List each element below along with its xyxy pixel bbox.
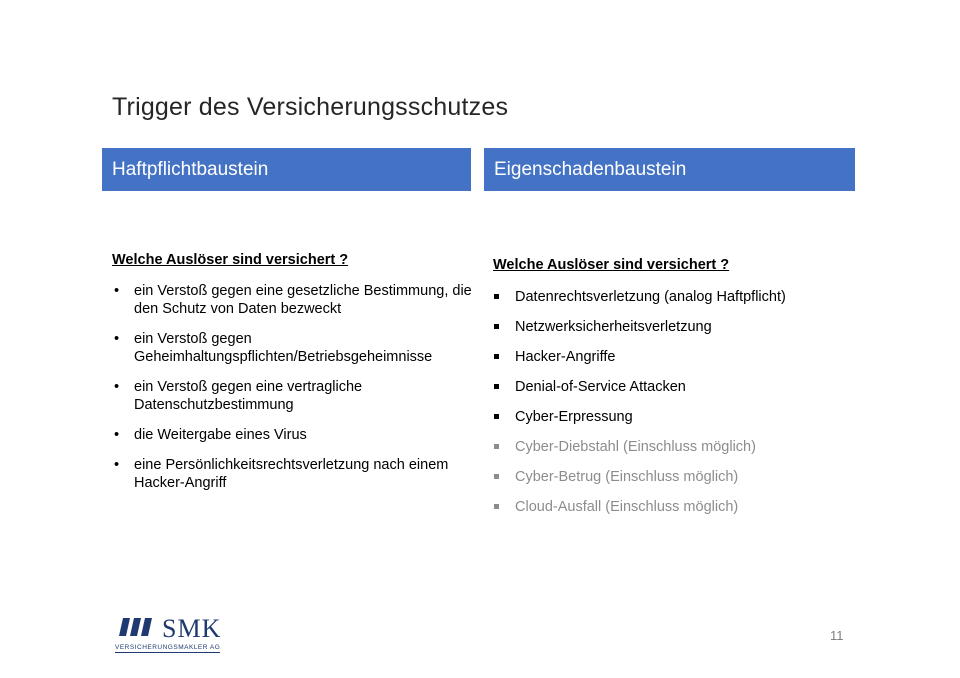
list-item <box>493 378 853 408</box>
list-item <box>493 438 853 468</box>
list-item-text: Cyber-Diebstahl (Einschluss möglich) <box>515 439 756 455</box>
square-bullet-icon <box>494 504 499 509</box>
list-item <box>112 330 472 366</box>
left-section-heading: Welche Auslöser sind versichert ? <box>112 252 349 268</box>
list-item <box>112 456 472 492</box>
list-item-text: Denial-of-Service Attacken <box>515 379 686 395</box>
logo-stripes-icon <box>119 618 159 636</box>
list-item-text: ein Verstoß gegen eine gesetzliche Bestimmung, die den Schutz von Daten bezweckt <box>134 283 472 317</box>
square-bullet-icon <box>494 294 499 299</box>
square-bullet-icon <box>494 474 499 479</box>
square-bullet-icon <box>494 444 499 449</box>
list-item-text: Netzwerksicherheitsverletzung <box>515 319 712 335</box>
list-item-text: Hacker-Angriffe <box>515 349 616 365</box>
list-item-text: eine Persönlichkeitsrechtsverletzung nach einem Hacker-Angriff <box>134 457 449 491</box>
list-item-text: die Weitergabe eines Virus <box>134 427 307 443</box>
list-item-text: ein Verstoß gegen Geheimhaltungspflichten/Betriebsgeheimnisse <box>134 331 433 365</box>
list-item <box>493 468 853 498</box>
bullet-icon: • <box>114 331 120 347</box>
list-item <box>493 348 853 378</box>
square-bullet-icon <box>494 414 499 419</box>
left-bullet-list <box>112 282 472 504</box>
list-item <box>112 378 472 414</box>
slide-title: Trigger des Versicherungsschutzes <box>112 93 509 121</box>
bullet-icon: • <box>114 283 120 299</box>
header-eigenschadenbaustein: Eigenschadenbaustein <box>484 148 855 191</box>
logo-subtitle: VERSICHERUNGSMAKLER AG <box>115 644 221 651</box>
square-bullet-icon <box>494 384 499 389</box>
list-item <box>112 426 472 444</box>
list-item <box>493 498 853 528</box>
list-item <box>493 318 853 348</box>
list-item-text: Cyber-Erpressung <box>515 409 633 425</box>
bullet-icon: • <box>114 457 120 473</box>
list-item-text: Datenrechtsverletzung (analog Haftpflicht) <box>515 289 786 305</box>
list-item-text: Cyber-Betrug (Einschluss möglich) <box>515 469 739 485</box>
list-item <box>493 288 853 318</box>
list-item-text: Cloud-Ausfall (Einschluss möglich) <box>515 499 739 515</box>
right-section-heading: Welche Auslöser sind versichert ? <box>493 257 730 273</box>
bullet-icon: • <box>114 427 120 443</box>
list-item <box>112 282 472 318</box>
bullet-icon: • <box>114 379 120 395</box>
header-haftpflichtbaustein: Haftpflichtbaustein <box>102 148 471 191</box>
logo-text: SMK <box>162 614 222 643</box>
square-bullet-icon <box>494 324 499 329</box>
list-item-text: ein Verstoß gegen eine vertragliche Datenschutzbestimmung <box>134 379 363 413</box>
page-number: 11 <box>830 628 844 643</box>
list-item <box>493 408 853 438</box>
company-logo <box>115 616 230 656</box>
right-bullet-list <box>493 288 853 528</box>
square-bullet-icon <box>494 354 499 359</box>
